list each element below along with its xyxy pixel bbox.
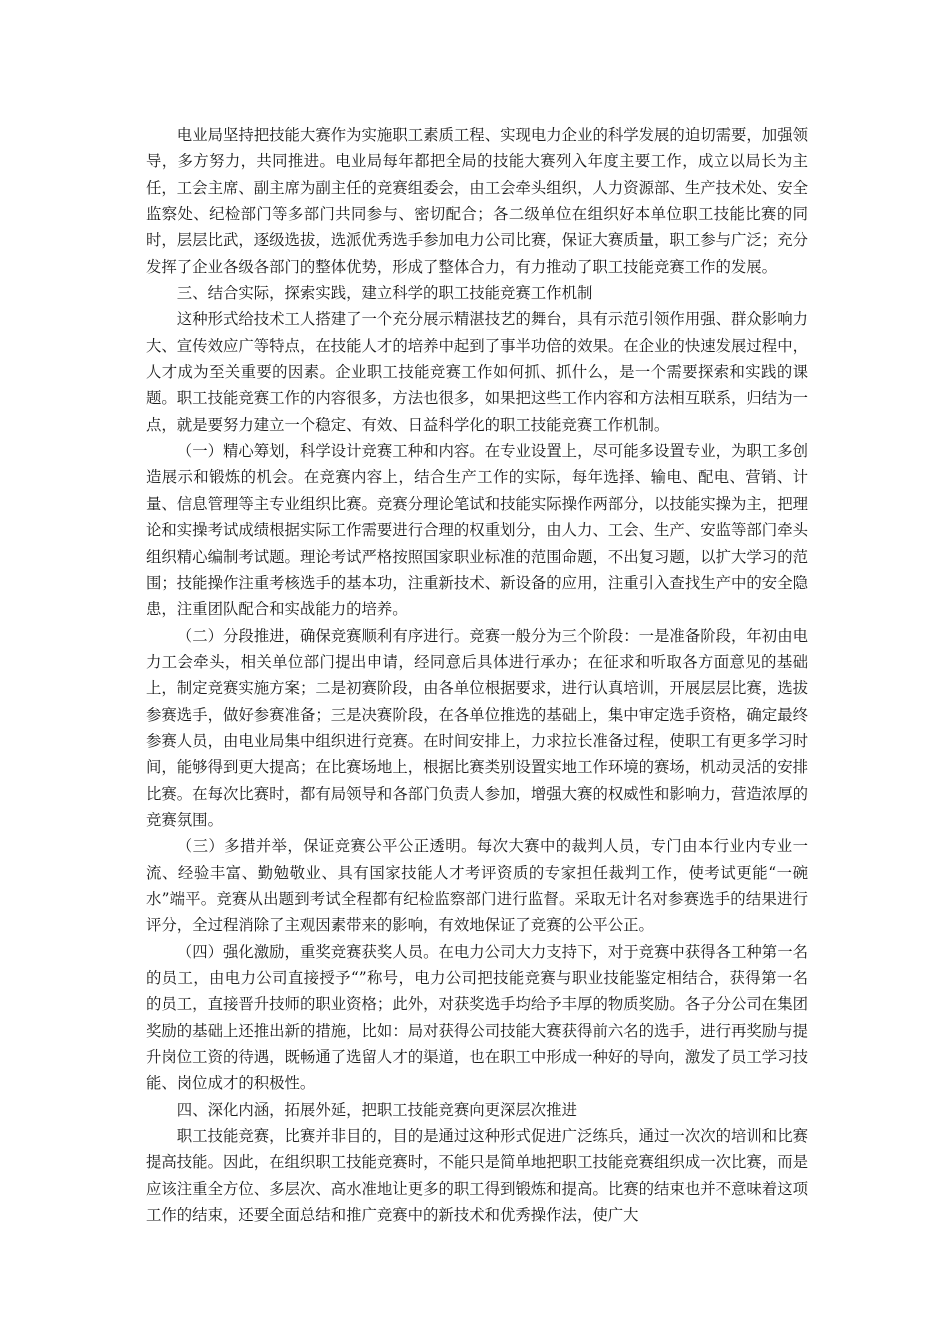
paragraph-item-1: （一）精心筹划，科学设计竞赛工种和内容。在专业设置上，尽可能多设置专业，为职工多创造展示和锻炼的机会。在竞赛内容上，结合生产工作的实际，每年选择、输电、配电、营销、计量、信息管理等主专业组织比赛。竞赛分理论笔试和技能实际操作两部分，以技能实操为主，把理论和实操考试成绩根据实际工作需要进行合理的权重划分，由人力、工会、生产、安监等部门牵头组织精心编制考试题。理论考试严格按照国家职业标准的范围命题，不出复习题，以扩大学习的范围；技能操作注重考核选手的基本功，注重新技术、新设备的应用，注重引入查找生产中的安全隐患，注重团队配合和实战能力的培养。 — [146, 442, 808, 619]
section-heading-4: 四、深化内涵，拓展外延，把职工技能竞赛向更深层次推进 — [176, 1100, 577, 1119]
document-body — [146, 122, 808, 1228]
paragraph-mechanism: 这种形式给技术工人搭建了一个充分展示精湛技艺的舞台，具有示范引领作用强、群众影响力大、宣传效应广等特点，在技能人才的培养中起到了事半功倍的效果。在企业的快速发展过程中，人才成为至关重要的因素。企业职工技能竞赛工作如何抓、抓什么，是一个需要探索和实践的课题。职工技能竞赛工作的内容很多，方法也很多，如果把这些工作内容和方法相互联系，归结为一点，就是要努力建立一个稳定、有效、日益科学化的职工技能竞赛工作机制。 — [146, 310, 808, 434]
paragraph-item-2: （二）分段推进，确保竞赛顺利有序进行。竞赛一般分为三个阶段：一是准备阶段，年初由电力工会牵头，相关单位部门提出申请，经同意后具体进行承办；在征求和听取各方面意见的基础上，制定竞赛实施方案；二是初赛阶段，由各单位根据要求，进行认真培训，开展层层比赛，选拔参赛选手，做好参赛准备；三是决赛阶段，在各单位推选的基础上，集中审定选手资格，确定最终参赛人员，由电业局集中组织进行竞赛。在时间安排上，力求拉长准备过程，使职工有更多学习时间，能够得到更大提高；在比赛场地上，根据比赛类别设置实地工作环境的赛场，机动灵活的安排比赛。在每次比赛时，都有局领导和各部门负责人参加，增强大赛的权威性和影响力，营造浓厚的竞赛氛围。 — [146, 626, 808, 829]
paragraph-deepen: 职工技能竞赛，比赛并非目的，目的是通过这种形式促进广泛练兵，通过一次次的培训和比赛提高技能。因此，在组织职工技能竞赛时，不能只是简单地把职工技能竞赛组织成一次比赛，而是应该注重全方位、多层次、高水准地让更多的职工得到锻炼和提高。比赛的结束也并不意味着这项工作的结束，还要全面总结和推广竞赛中的新技术和优秀操作法，使广大 — [146, 1127, 808, 1225]
section-heading-3: 三、结合实际，探索实践，建立科学的职工技能竞赛工作机制 — [176, 284, 593, 303]
paragraph-item-3: （三）多措并举，保证竞赛公平公正透明。每次大赛中的裁判人员，专门由本行业内专业一流、经验丰富、勤勉敬业、具有国家技能人才考评资质的专家担任裁判工作，使考试更能“一碗水”端平。竞赛从出题到考试全程都有纪检监察部门进行监督。采取无计名对参赛选手的结果进行评分，全过程消除了主观因素带来的影响，有效地保证了竞赛的公平公正。 — [146, 837, 808, 935]
paragraph-item-4: （四）强化激励，重奖竞赛获奖人员。在电力公司大力支持下，对于竞赛中获得各工种第一名的员工，由电力公司直接授予“”称号，电力公司把技能竞赛与职业技能鉴定相结合，获得第一名的员工，直接晋升技师的职业资格；此外，对获奖选手均给予丰厚的物质奖励。各子分公司在集团奖励的基础上还推出新的措施，比如：局对获得公司技能大赛获得前六名的选手，进行再奖励与提升岗位工资的待遇，既畅通了选留人才的渠道，也在职工中形成一种好的导向，激发了员工学习技能、岗位成才的积极性。 — [146, 942, 808, 1093]
paragraph-intro: 电业局坚持把技能大赛作为实施职工素质工程、实现电力企业的科学发展的迫切需要，加强领导，多方努力，共同推进。电业局每年都把全局的技能大赛列入年度主要工作，成立以局长为主任，工会主席、副主席为副主任的竞赛组委会，由工会牵头组织，人力资源部、生产技术处、安全监察处、纪检部门等多部门共同参与、密切配合；各二级单位在组织好本单位职工技能比赛的同时，层层比武，逐级选拔，选派优秀选手参加电力公司比赛，保证大赛质量，职工参与广泛；充分发挥了企业各级各部门的整体优势，形成了整体合力，有力推动了职工技能竞赛工作的发展。 — [146, 126, 808, 276]
